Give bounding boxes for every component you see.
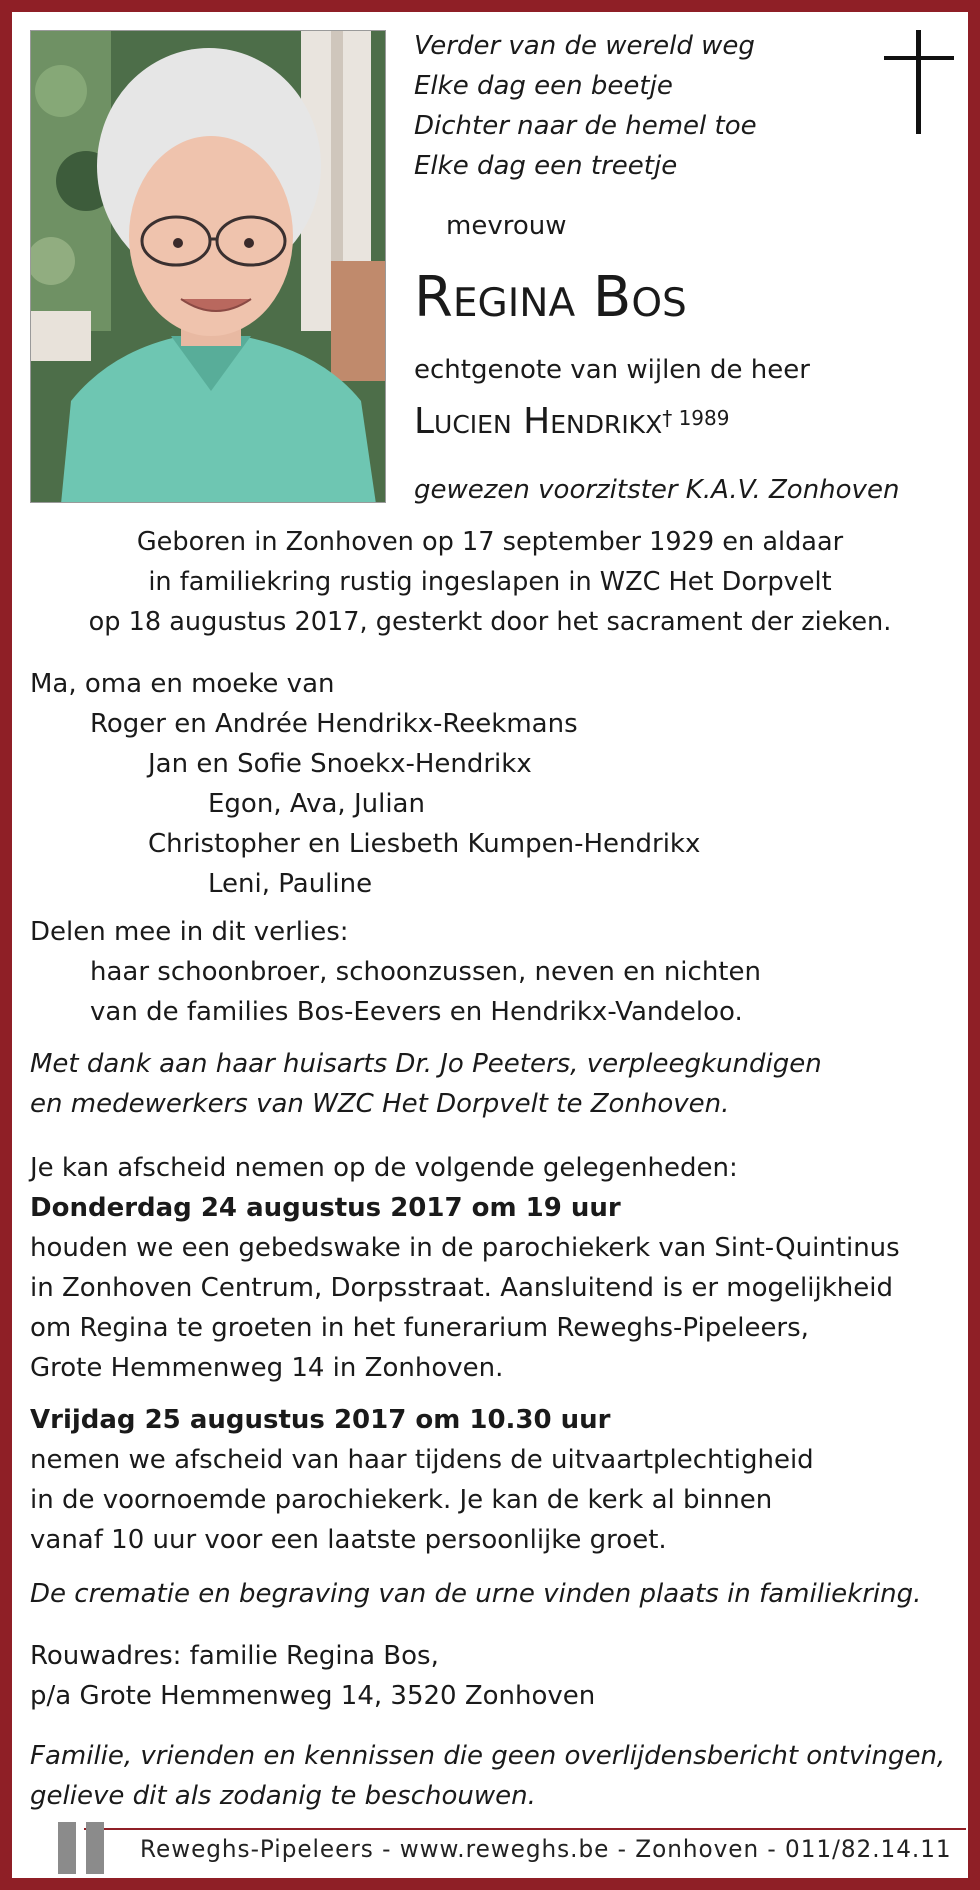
spouse-name: Lucien Hendrikx xyxy=(414,401,663,442)
family-member: Leni, Pauline xyxy=(208,869,373,899)
event-line: vanaf 10 uur voor een laatste persoonlijke groet. xyxy=(30,1525,667,1555)
family-member: Jan en Sofie Snoekx-Hendrikx xyxy=(148,749,532,779)
poem-line: Elke dag een treetje xyxy=(414,151,678,181)
family-intro: Ma, oma en moeke van xyxy=(30,669,335,699)
family-member: Roger en Andrée Hendrikx-Reekmans xyxy=(90,709,578,739)
event-line: in Zonhoven Centrum, Dorpsstraat. Aansluitend is er mogelijkheid xyxy=(30,1273,893,1303)
title-word: mevrouw xyxy=(446,211,567,241)
role-line: gewezen voorzitster K.A.V. Zonhoven xyxy=(414,475,900,505)
spouse-line xyxy=(414,400,729,444)
cross-icon xyxy=(884,30,954,134)
event-line: in de voornoemde parochiekerk. Je kan de kerk al binnen xyxy=(30,1485,773,1515)
poem-line: Elke dag een beetje xyxy=(414,71,673,101)
footer-contact: Reweghs-Pipeleers - www.reweghs.be - Zonhoven - 011/82.14.11 xyxy=(140,1835,952,1863)
event-heading: Donderdag 24 augustus 2017 om 19 uur xyxy=(30,1193,621,1223)
family-member: Egon, Ava, Julian xyxy=(208,789,425,819)
birth-line: in familiekring rustig ingeslapen in WZC Het Dorpvelt xyxy=(148,567,832,597)
share-line: van de families Bos-Eevers en Hendrikx-Vandeloo. xyxy=(90,997,743,1027)
footer-rule xyxy=(84,1828,966,1830)
spouse-intro: echtgenote van wijlen de heer xyxy=(414,355,810,385)
closing-line: gelieve dit als zodanig te beschouwen. xyxy=(30,1781,536,1811)
birth-line: op 18 augustus 2017, gesterkt door het sacrament der zieken. xyxy=(88,607,892,637)
thanks-line: en medewerkers van WZC Het Dorpvelt te Zonhoven. xyxy=(30,1089,730,1119)
poem-line: Dichter naar de hemel toe xyxy=(414,111,757,141)
event-line: Grote Hemmenweg 14 in Zonhoven. xyxy=(30,1353,504,1383)
family-member: Christopher en Liesbeth Kumpen-Hendrikx xyxy=(148,829,701,859)
portrait-photo xyxy=(30,30,386,503)
address-line: Rouwadres: familie Regina Bos, xyxy=(30,1641,439,1671)
share-intro: Delen mee in dit verlies: xyxy=(30,917,349,947)
event-line: houden we een gebedswake in de parochiekerk van Sint-Quintinus xyxy=(30,1233,900,1263)
funeral-home-logo-icon xyxy=(58,1822,118,1874)
thanks-line: Met dank aan haar huisarts Dr. Jo Peeters, verpleegkundigen xyxy=(30,1049,822,1079)
cremation-line: De crematie en begraving van de urne vinden plaats in familiekring. xyxy=(30,1579,922,1609)
birth-line: Geboren in Zonhoven op 17 september 1929 en aldaar xyxy=(136,527,844,557)
address-line: p/a Grote Hemmenweg 14, 3520 Zonhoven xyxy=(30,1681,596,1711)
spouse-death-year: 1989 xyxy=(678,406,730,430)
event-heading: Vrijdag 25 augustus 2017 om 10.30 uur xyxy=(30,1405,611,1435)
closing-line: Familie, vrienden en kennissen die geen overlijdensbericht ontvingen, xyxy=(30,1741,946,1771)
deceased-name: Regina Bos xyxy=(414,265,687,330)
death-mark: † xyxy=(662,406,673,430)
share-line: haar schoonbroer, schoonzussen, neven en nichten xyxy=(90,957,761,987)
farewell-intro: Je kan afscheid nemen op de volgende gelegenheden: xyxy=(30,1153,738,1183)
event-line: nemen we afscheid van haar tijdens de uitvaartplechtigheid xyxy=(30,1445,814,1475)
poem-line: Verder van de wereld weg xyxy=(414,31,755,61)
event-line: om Regina te groeten in het funerarium Reweghs-Pipeleers, xyxy=(30,1313,809,1343)
